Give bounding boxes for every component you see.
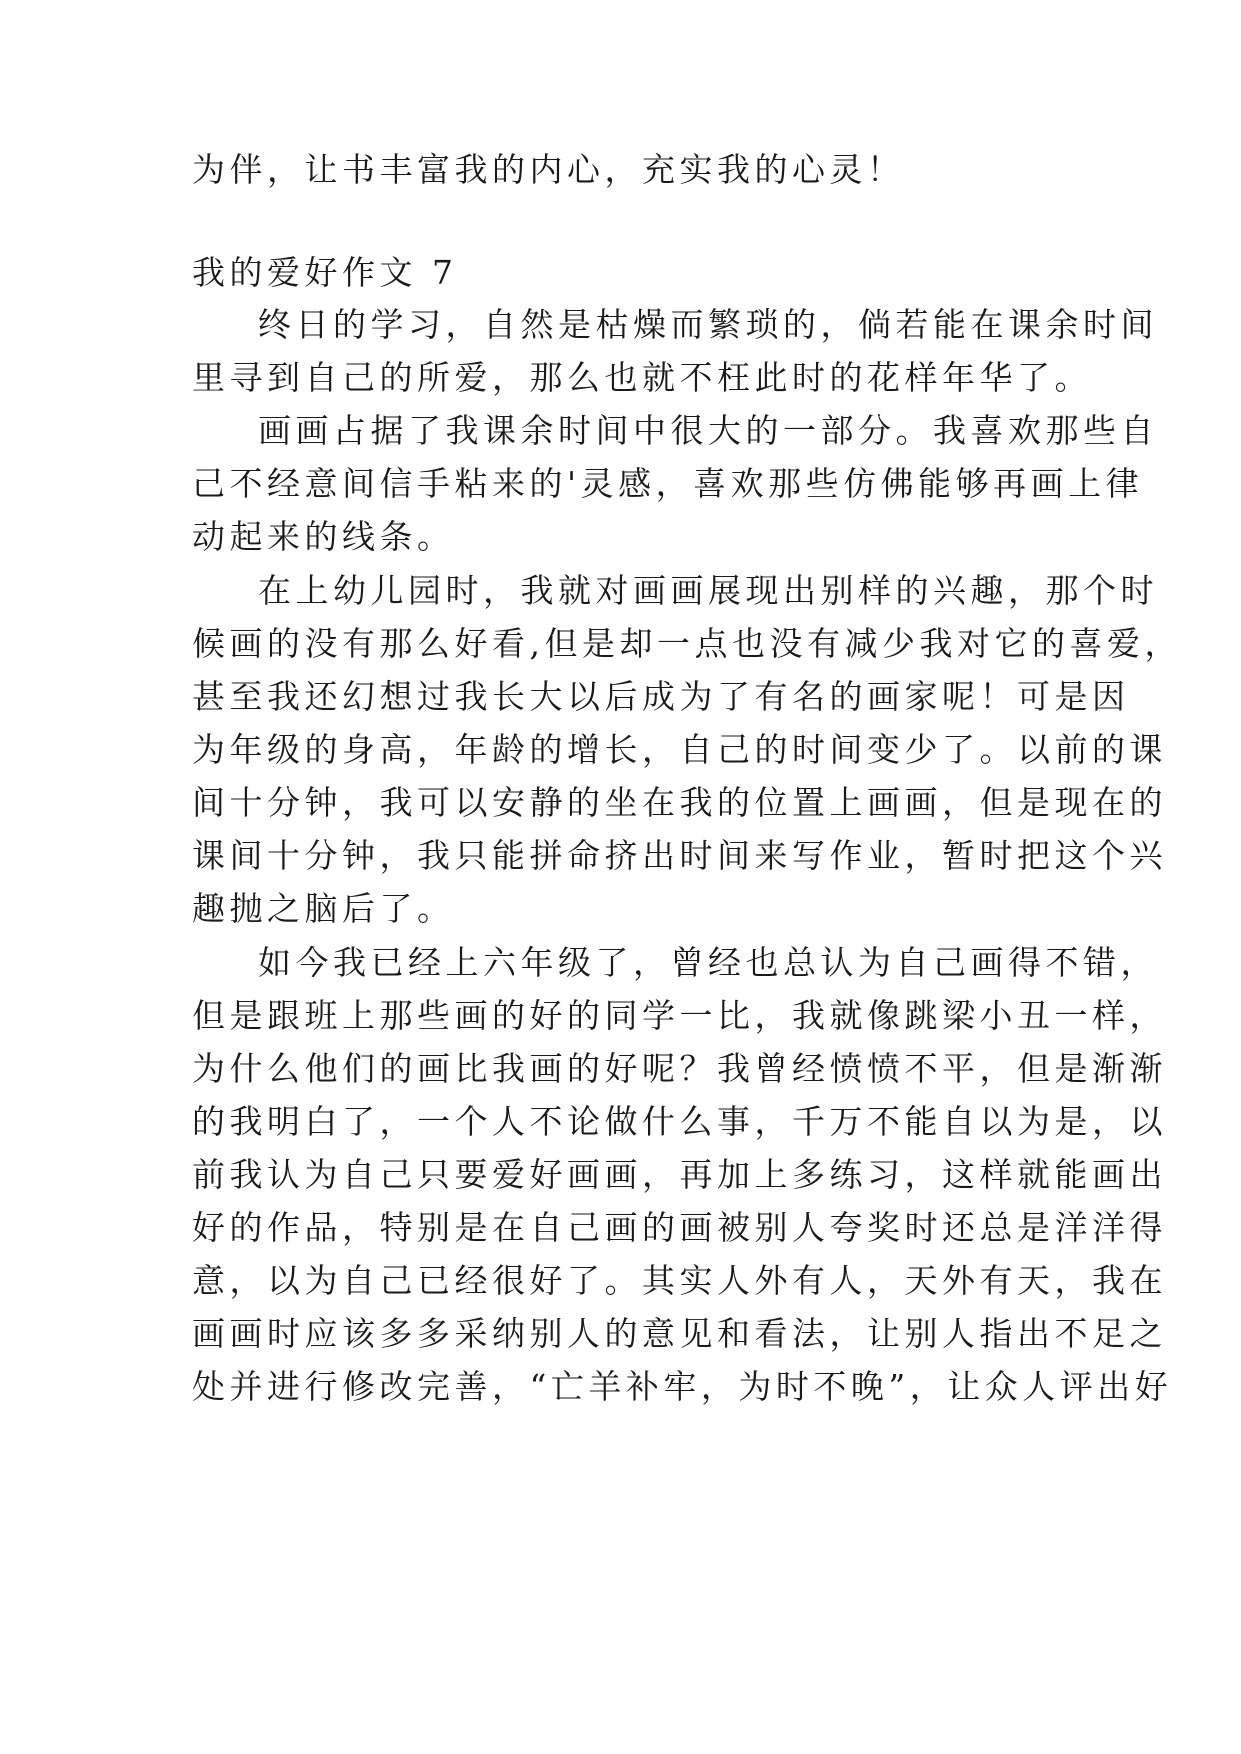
paragraph-line: 但是跟班上那些画的好的同学一比，我就像跳梁小丑一样， <box>192 996 1167 1035</box>
paragraph-line: 甚至我还幻想过我长大以后成为了有名的画家呢！可是因 <box>192 677 1130 716</box>
paragraph-line: 为年级的身高，年龄的增长，自己的时间变少了。以前的课 <box>192 730 1167 769</box>
section-heading: 我的爱好作文 7 <box>192 253 458 292</box>
paragraph-line: 里寻到自己的所爱，那么也就不枉此时的花样年华了。 <box>192 358 1092 397</box>
paragraph-line: 好的作品，特别是在自己画的画被别人夸奖时还总是洋洋得 <box>192 1208 1167 1247</box>
paragraph-line: 动起来的线条。 <box>192 517 455 556</box>
paragraph-line: 课间十分钟，我只能拼命挤出时间来写作业，暂时把这个兴 <box>192 836 1167 875</box>
paragraph-line: 为什么他们的画比我画的好呢？我曾经愤愤不平，但是渐渐 <box>192 1049 1167 1088</box>
paragraph-line: 间十分钟，我可以安静的坐在我的位置上画画，但是现在的 <box>192 783 1167 822</box>
paragraph-line: 画画占据了我课余时间中很大的一部分。我喜欢那些自 <box>258 411 1158 450</box>
paragraph-line: 为伴，让书丰富我的内心，充实我的心灵！ <box>192 150 905 189</box>
paragraph-line: 画画时应该多多采纳别人的意见和看法，让别人指出不足之 <box>192 1314 1167 1353</box>
paragraph-line: 候画的没有那么好看,但是却一点也没有减少我对它的喜爱， <box>192 624 1182 663</box>
paragraph-line: 处并进行修改完善，“亡羊补牢，为时不晚”，让众人评出好 <box>192 1367 1173 1406</box>
paragraph-line: 终日的学习，自然是枯燥而繁琐的，倘若能在课余时间 <box>258 305 1158 344</box>
paragraph-line: 己不经意间信手粘来的'灵感，喜欢那些仿佛能够再画上律 <box>192 464 1144 503</box>
paragraph-line: 在上幼儿园时，我就对画画展现出别样的兴趣，那个时 <box>258 571 1158 610</box>
paragraph-line: 的我明白了，一个人不论做什么事，千万不能自以为是，以 <box>192 1102 1167 1141</box>
paragraph-line: 前我认为自己只要爱好画画，再加上多练习，这样就能画出 <box>192 1155 1167 1194</box>
paragraph-line: 趣抛之脑后了。 <box>192 889 455 928</box>
paragraph-line: 意，以为自己已经很好了。其实人外有人，天外有天，我在 <box>192 1261 1167 1300</box>
paragraph-line: 如今我已经上六年级了，曾经也总认为自己画得不错， <box>258 943 1158 982</box>
